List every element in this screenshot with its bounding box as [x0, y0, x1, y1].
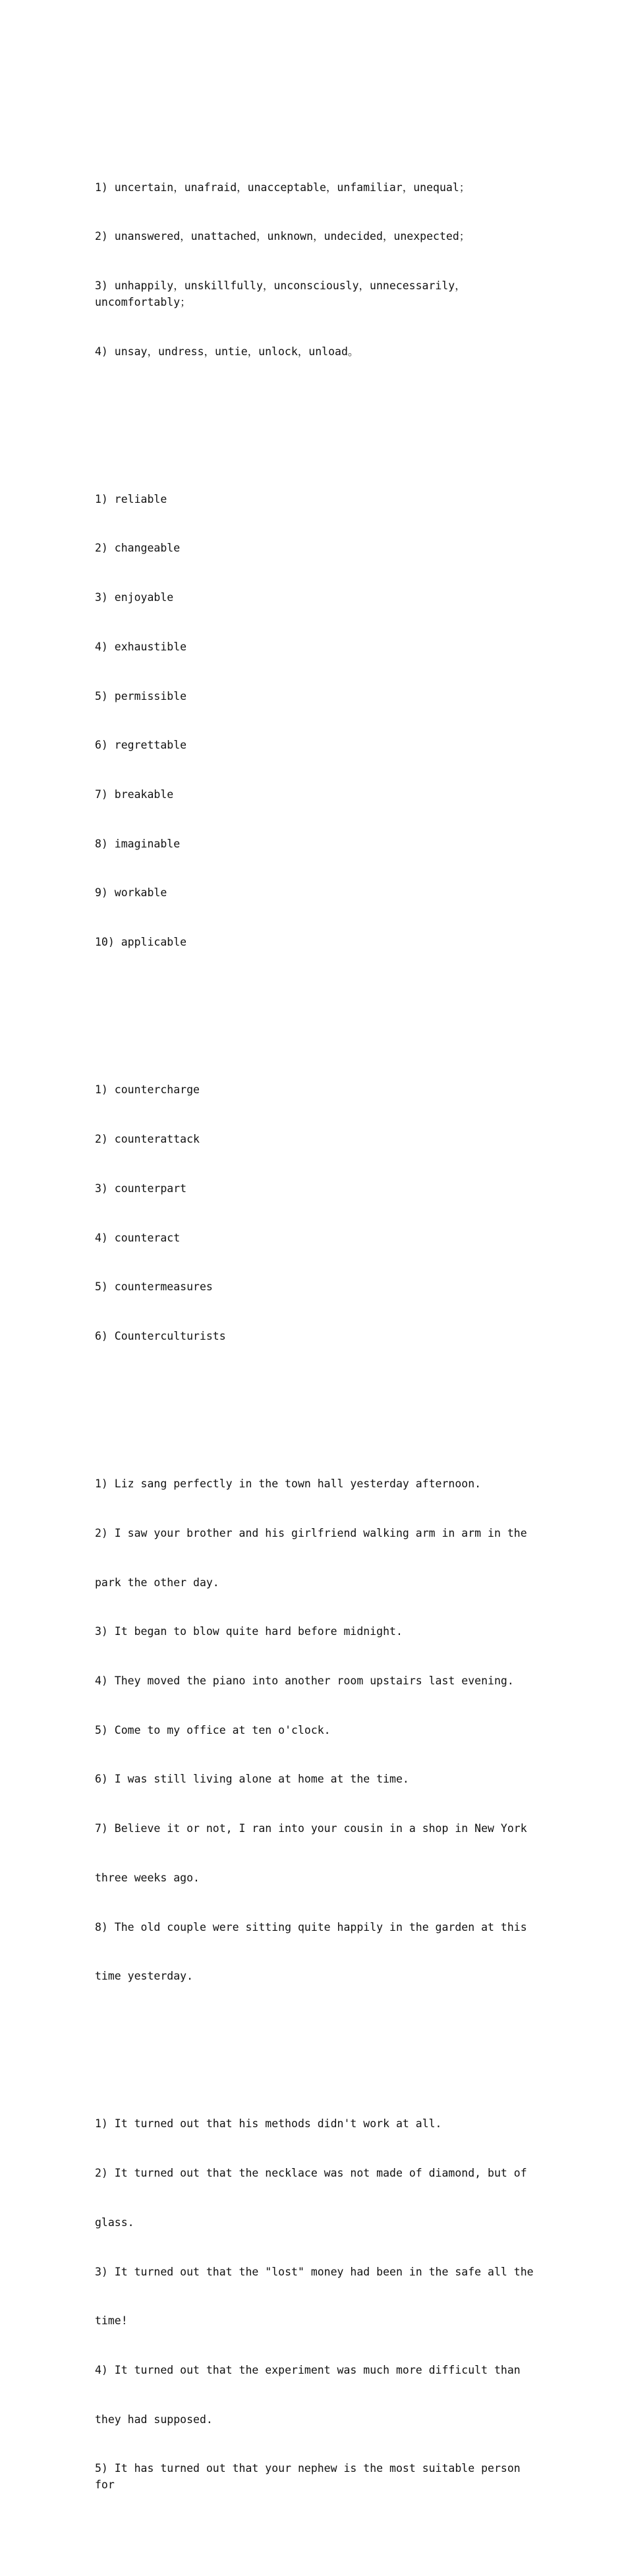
text-line: 6) regrettable: [95, 739, 187, 752]
text-line: three weeks ago.: [95, 1871, 200, 1884]
section-able-suffix: [95, 459, 543, 984]
text-line: 2) unanswered，unattached，unknown，undecided，unexpected；: [95, 230, 470, 243]
text-line: 7) Believe it or not, I ran into your cousin in a shop in New York: [95, 1822, 527, 1835]
section-turned-out: [95, 2084, 543, 2527]
text-line: they had supposed.: [95, 2413, 213, 2426]
text-line: 5) It has turned out that your nephew is the most suitable person for: [95, 2462, 527, 2492]
text-line: 3) It began to blow quite hard before midnight.: [95, 1625, 403, 1638]
text-line: 2) It turned out that the necklace was not made of diamond, but of: [95, 2167, 527, 2180]
text-line: 4) exhaustible: [95, 640, 187, 653]
section-un-prefix: [95, 147, 543, 393]
text-line: 10) applicable: [95, 936, 187, 949]
text-line: 3) It turned out that the "lost" money had been in the safe all the: [95, 2265, 534, 2278]
text-line: 3) enjoyable: [95, 591, 174, 604]
text-line: time!: [95, 2314, 128, 2328]
section-counter-prefix: [95, 1050, 543, 1378]
text-line: 5) permissible: [95, 689, 187, 702]
text-line: 4) counteract: [95, 1231, 181, 1244]
text-line: 3) counterpart: [95, 1182, 187, 1195]
text-line: time yesterday.: [95, 1970, 194, 1983]
text-line: 1) Liz sang perfectly in the town hall yesterday afternoon.: [95, 1477, 482, 1491]
text-line: 9) workable: [95, 886, 167, 900]
document-page: [95, 98, 543, 2576]
text-line: 8) imaginable: [95, 837, 181, 850]
text-line: 5) Come to my office at ten o'clock.: [95, 1723, 331, 1736]
text-line: glass.: [95, 2216, 134, 2229]
text-line: 1) uncertain，unafraid，unacceptable，unfamiliar，unequal；: [95, 181, 470, 194]
text-line: 4) They moved the piano into another room upstairs last evening.: [95, 1674, 514, 1687]
text-line: park the other day.: [95, 1576, 219, 1589]
text-line: 4) unsay，undress，untie，unlock，unload。: [95, 345, 359, 358]
text-line: 5) countermeasures: [95, 1280, 213, 1294]
text-line: 2) counterattack: [95, 1133, 200, 1146]
text-line: 6) I was still living alone at home at the time.: [95, 1773, 409, 1786]
text-line: 4) It turned out that the experiment was much more difficult than: [95, 2364, 521, 2376]
text-line: 8) The old couple were sitting quite happily in the garden at this: [95, 1920, 527, 1933]
text-line: 7) breakable: [95, 788, 174, 801]
text-line: 1) It turned out that his methods didn't work at all.: [95, 2117, 442, 2131]
text-line: 2) changeable: [95, 542, 181, 555]
text-line: 2) I saw your brother and his girlfriend walking arm in arm in the: [95, 1526, 527, 1539]
text-line: 3) unhappily，unskillfully，unconsciously，unnecessarily，uncomfortably；: [95, 279, 466, 308]
text-line: 1) reliable: [95, 492, 167, 505]
text-line: 6) Counterculturists: [95, 1329, 226, 1342]
section-sentences: [95, 1443, 543, 2018]
text-line: 1) countercharge: [95, 1083, 200, 1097]
